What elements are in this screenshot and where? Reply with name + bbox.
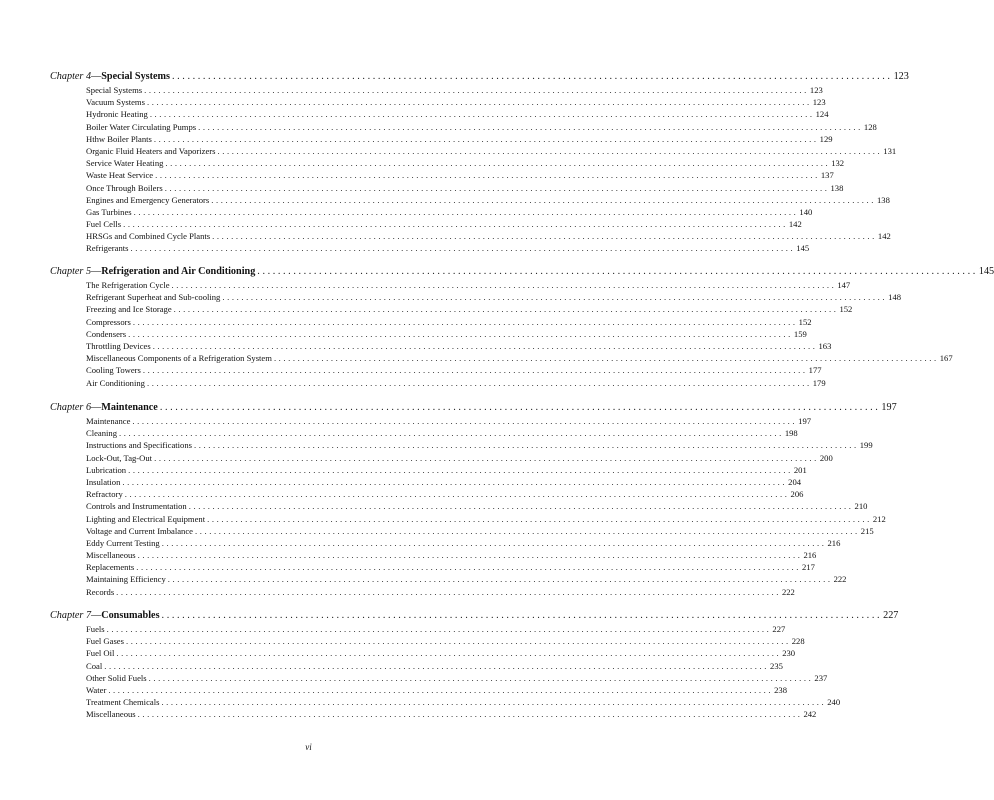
dot-leader: ............................................................................................................................................ (133, 206, 799, 217)
entry-page-number: 138 (830, 182, 844, 193)
dot-leader: ............................................................................................................................................ (171, 280, 837, 290)
dot-leader: ............................................................................................................................................ (188, 501, 854, 512)
entry-page-number: 147 (837, 280, 851, 290)
dot-leader: ............................................................................................................................................ (222, 292, 888, 303)
entry-page-number: 230 (782, 648, 796, 659)
entry-label: Vacuum Systems (86, 97, 145, 108)
entry-label: Boiler Water Circulating Pumps (86, 121, 197, 132)
entry-label: Freezing and Ice Storage (86, 304, 172, 315)
dot-leader: ............................................................................................................................................ (193, 440, 859, 451)
entry-label: Engines and Emergency Generators (86, 194, 210, 205)
dot-leader: ............................................................................................................................................ (116, 648, 782, 659)
entry-label: Lighting and Electrical Equipment (86, 513, 206, 524)
toc-entry (0, 280, 851, 292)
dot-leader: ............................................................................................................................................ (164, 182, 830, 193)
chapter-page-number: 123 (893, 71, 909, 82)
entry-label: Gas Turbines (86, 206, 132, 217)
chapter-5-section (0, 266, 994, 390)
entry-page-number: 132 (831, 158, 845, 169)
entry-label: Once Through Boilers (86, 182, 163, 193)
toc-entry (0, 550, 817, 562)
dot-leader: ............................................................................................................................................ (161, 697, 827, 708)
entry-page-number: 227 (772, 624, 786, 634)
entry-page-number: 145 (796, 243, 810, 254)
entry-label: Air Conditioning (86, 377, 145, 388)
entry-label: Hthw Boiler Plants (86, 133, 152, 144)
chapter-heading (0, 266, 994, 279)
toc-entry (0, 145, 897, 158)
toc-entry (0, 121, 877, 134)
chapter-dash: — (91, 71, 102, 82)
chapter-title: Maintenance (101, 402, 158, 413)
dot-leader: ............................................................................................................................................ (144, 85, 809, 95)
toc-entry (0, 537, 841, 550)
dot-leader: ............................................................................................................................................ (165, 158, 831, 169)
entry-page-number: 228 (791, 636, 805, 647)
toc-entry (0, 648, 796, 660)
chapter-heading (0, 71, 909, 84)
toc-entry (0, 170, 834, 182)
entry-page-number: 237 (814, 672, 828, 683)
dot-leader: ............................................................................................................................................ (195, 525, 860, 536)
entry-label: Organic Fluid Heaters and Vaporizers (86, 145, 216, 156)
entry-label: Lock-Out, Tag-Out (86, 452, 153, 463)
toc-entry (0, 428, 798, 440)
entry-page-number: 124 (815, 109, 829, 120)
chapter-dash: — (91, 610, 102, 621)
chapter-page-number: 145 (978, 266, 994, 277)
dot-leader: ............................................................................................................................................ (108, 684, 774, 695)
entry-label: The Refrigeration Cycle (86, 280, 170, 290)
toc-entry (0, 365, 822, 377)
entry-page-number: 167 (939, 353, 953, 364)
chapter-number: Chapter 5 (50, 266, 92, 277)
dot-leader: ............................................................................................................................................ (146, 377, 812, 388)
entry-page-number: 142 (877, 231, 891, 242)
dot-leader: ............................................................................................................................................ (148, 672, 814, 683)
entry-page-number: 142 (788, 219, 802, 230)
dot-leader: ............................................................................................................................................ (146, 97, 812, 108)
toc-entry (0, 231, 891, 243)
toc-entry (0, 133, 833, 146)
entry-page-number: 215 (860, 525, 874, 536)
entry-label: Controls and Instrumentation (86, 501, 187, 512)
entry-label: Voltage and Current Imbalance (86, 525, 193, 536)
entry-label: Fuel Cells (86, 219, 122, 230)
entry-page-number: 179 (812, 377, 826, 388)
entry-page-number: 216 (827, 537, 841, 548)
toc-entry (0, 182, 844, 195)
entry-label: Special Systems (86, 85, 143, 95)
toc-entry (0, 697, 841, 709)
entry-label: Treatment Chemicals (86, 697, 160, 708)
dot-leader: ............................................................................................................................................ (207, 513, 872, 524)
toc-entry (0, 328, 807, 341)
chapter-6-section (0, 402, 897, 599)
dot-leader: ............................................................................................................................................ (137, 550, 803, 561)
toc-entry (0, 292, 902, 304)
toc-entry (0, 243, 810, 255)
toc-entry (0, 158, 845, 170)
entry-label: Refrigerants (86, 243, 129, 254)
entry-page-number: 206 (790, 489, 804, 500)
toc-entry (0, 340, 832, 353)
chapter-page-number: 227 (883, 610, 899, 621)
entry-page-number: 163 (818, 340, 832, 351)
dot-leader: ............................................................................................................................................ (167, 574, 833, 585)
entry-page-number: 131 (883, 145, 897, 156)
entry-page-number: 138 (877, 194, 890, 205)
toc-entry (0, 525, 874, 538)
dot-leader: ............................................................................................................................................ (161, 610, 883, 621)
dot-leader: ............................................................................................................................................ (124, 489, 790, 500)
entry-label: Eddy Current Testing (86, 537, 160, 548)
entry-page-number: 201 (793, 464, 807, 475)
entry-page-number: 199 (859, 440, 873, 451)
toc-entry (0, 416, 812, 428)
dot-leader: ............................................................................................................................................ (159, 402, 881, 413)
entry-label: Lubrication (86, 464, 127, 475)
dot-leader: ............................................................................................................................................ (172, 71, 893, 82)
toc-entry (0, 452, 833, 465)
entry-page-number: 177 (808, 365, 822, 376)
entry-label: Water (86, 684, 107, 695)
dot-leader: ............................................................................................................................................ (149, 109, 815, 120)
entry-label: Miscellaneous (86, 550, 136, 561)
toc-entry (0, 672, 828, 685)
chapter-title: Consumables (101, 610, 160, 621)
toc-entry (0, 489, 804, 501)
dot-leader: ............................................................................................................................................ (273, 353, 939, 364)
dot-leader: ............................................................................................................................................ (152, 340, 818, 351)
entry-page-number: 217 (801, 562, 815, 573)
toc-entry (0, 709, 817, 721)
dot-leader: ............................................................................................................................................ (153, 133, 819, 144)
toc-entry (0, 109, 829, 121)
chapter-4-section (0, 71, 909, 256)
dot-leader: ............................................................................................................................................ (137, 709, 803, 720)
chapter-number: Chapter 4 (50, 71, 92, 82)
entry-label: Miscellaneous (86, 709, 136, 720)
entry-label: Instructions and Specifications (86, 440, 192, 451)
toc-entry (0, 684, 787, 697)
entry-label: Hydronic Heating (86, 109, 148, 120)
entry-label: Waste Heat Service (86, 170, 154, 181)
toc-entry (0, 476, 802, 489)
entry-page-number: 200 (819, 452, 833, 463)
dot-leader: ............................................................................................................................................ (132, 416, 798, 426)
dot-leader: ............................................................................................................................................ (132, 316, 798, 327)
chapter-title: Special Systems (101, 71, 170, 82)
entry-page-number: 152 (839, 304, 853, 315)
dot-leader: ............................................................................................................................................ (161, 537, 827, 548)
dot-leader: ............................................................................................................................................ (116, 586, 781, 597)
entry-label: Maintenance (86, 416, 131, 426)
entry-label: Insulation (86, 476, 121, 487)
dot-leader: ............................................................................................................................................ (198, 121, 863, 132)
entry-label: Fuel Gases (86, 636, 124, 647)
entry-page-number: 128 (863, 121, 877, 132)
entry-page-number: 129 (819, 133, 833, 144)
entry-label: Condensers (86, 328, 127, 339)
entry-page-number: 212 (872, 513, 886, 524)
chapter-heading (0, 610, 899, 623)
entry-label: Coal (86, 660, 103, 671)
entry-page-number: 159 (793, 328, 807, 339)
chapter-7-section (0, 610, 899, 722)
entry-page-number: 235 (770, 660, 783, 671)
entry-label: Maintaining Efficiency (86, 574, 166, 585)
dot-leader: ............................................................................................................................................ (217, 145, 883, 156)
entry-page-number: 198 (784, 428, 798, 439)
toc-entry (0, 304, 853, 316)
entry-page-number: 148 (888, 292, 902, 303)
entry-page-number: 123 (809, 85, 823, 95)
entry-page-number: 238 (774, 684, 787, 695)
entry-page-number: 210 (854, 501, 868, 512)
entry-label: Other Solid Fuels (86, 672, 147, 683)
chapter-dash: — (91, 402, 102, 413)
chapter-number: Chapter 6 (50, 402, 92, 413)
entry-page-number: 123 (812, 97, 826, 108)
toc-entry (0, 574, 847, 586)
dot-leader: ............................................................................................................................................ (257, 266, 978, 277)
toc-entry (0, 85, 823, 97)
chapter-title: Refrigeration and Air Conditioning (101, 266, 256, 277)
toc-entry (0, 464, 807, 477)
entry-page-number: 222 (781, 586, 795, 597)
dot-leader: ............................................................................................................................................ (122, 476, 788, 487)
dot-leader: ............................................................................................................................................ (136, 562, 801, 573)
chapter-page-number: 197 (881, 402, 897, 413)
dot-leader: ............................................................................................................................................ (142, 365, 808, 376)
entry-page-number: 137 (820, 170, 834, 181)
entry-label: Service Water Heating (86, 158, 164, 169)
entry-page-number: 222 (833, 574, 847, 585)
dot-leader: ............................................................................................................................................ (106, 624, 772, 634)
dot-leader: ............................................................................................................................................ (130, 243, 796, 254)
toc-entry (0, 513, 886, 526)
toc-entry (0, 586, 795, 599)
dot-leader: ............................................................................................................................................ (128, 464, 793, 475)
toc-entry (0, 194, 890, 207)
toc-entry (0, 97, 826, 109)
dot-leader: ............................................................................................................................................ (154, 452, 819, 463)
entry-label: Cooling Towers (86, 365, 141, 376)
dot-leader: ............................................................................................................................................ (212, 231, 877, 242)
entry-label: Compressors (86, 316, 131, 327)
toc-entry (0, 501, 868, 513)
entry-page-number: 152 (798, 316, 812, 327)
entry-label: Refrigerant Superheat and Sub-cooling (86, 292, 221, 303)
dot-leader: ............................................................................................................................................ (119, 428, 784, 439)
chapter-number: Chapter 7 (50, 610, 92, 621)
dot-leader: ............................................................................................................................................ (123, 219, 788, 230)
toc-entry (0, 660, 783, 673)
entry-label: Miscellaneous Components of a Refrigeration System (86, 353, 272, 364)
toc-entry (0, 206, 813, 219)
entry-page-number: 240 (827, 697, 841, 708)
entry-label: Fuel Oil (86, 648, 115, 659)
entry-label: Cleaning (86, 428, 118, 439)
entry-page-number: 197 (798, 416, 812, 426)
toc-entry (0, 636, 805, 648)
chapter-heading (0, 402, 897, 415)
toc-entry (0, 562, 815, 574)
dot-leader: ............................................................................................................................................ (128, 328, 793, 339)
entry-page-number: 216 (803, 550, 817, 561)
entry-label: Throttling Devices (86, 340, 151, 351)
chapter-dash: — (91, 266, 102, 277)
entry-label: Replacements (86, 562, 135, 573)
dot-leader: ............................................................................................................................................ (125, 636, 791, 647)
entry-label: HRSGs and Combined Cycle Plants (86, 231, 211, 242)
toc-entry (0, 353, 953, 365)
page-folio: vi (305, 742, 312, 752)
entry-label: Refractory (86, 489, 123, 500)
toc-entry (0, 377, 826, 390)
entry-page-number: 140 (799, 206, 813, 217)
toc-entry (0, 316, 812, 329)
entry-label: Records (86, 586, 115, 597)
dot-leader: ............................................................................................................................................ (155, 170, 820, 181)
entry-page-number: 204 (788, 476, 802, 487)
toc-entry (0, 440, 873, 452)
dot-leader: ............................................................................................................................................ (104, 660, 770, 671)
dot-leader: ............................................................................................................................................ (173, 304, 839, 315)
dot-leader: ............................................................................................................................................ (211, 194, 876, 205)
toc-entry (0, 624, 786, 636)
toc-entry (0, 219, 802, 231)
entry-page-number: 242 (803, 709, 817, 720)
entry-label: Fuels (86, 624, 105, 634)
